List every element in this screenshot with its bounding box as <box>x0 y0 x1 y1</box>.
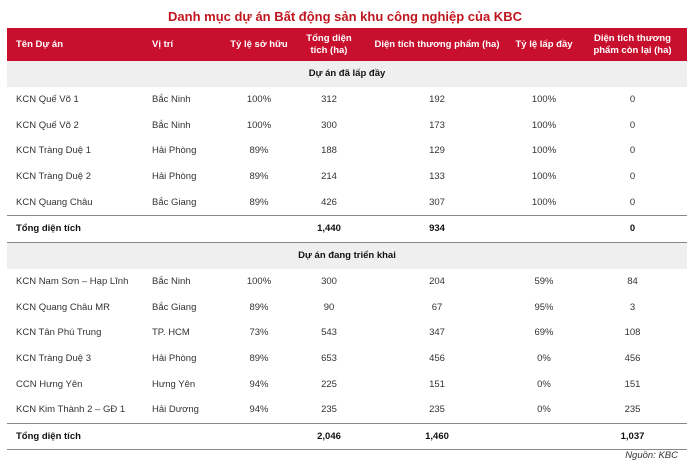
table-cell: Hải Phòng <box>152 171 197 183</box>
table-cell: KCN Tràng Duệ 3 <box>16 352 91 364</box>
table-cell: 100% <box>246 119 272 131</box>
table-cell: TP. HCM <box>152 327 190 339</box>
table-cell: 192 <box>429 94 445 106</box>
table-row <box>7 112 687 138</box>
section-row <box>7 61 687 87</box>
table-cell: 3 <box>629 301 636 313</box>
source-note: Nguồn: KBC <box>625 450 678 461</box>
table-cell: Bắc Ninh <box>152 119 191 131</box>
table-cell: 0% <box>537 404 551 416</box>
table-cell: 426 <box>321 196 337 208</box>
table-cell <box>144 216 224 243</box>
table-cell: 0 <box>629 171 636 183</box>
col-header-occupancy: Tỷ lệ lấp đầy <box>510 28 578 61</box>
table-cell: 100% <box>531 119 557 131</box>
table-cell: 347 <box>429 327 445 339</box>
table-cell <box>224 216 294 243</box>
table-cell: 69% <box>534 327 554 339</box>
table-cell: KCN Nam Sơn – Hạp Lĩnh <box>16 275 129 287</box>
table-cell: 89% <box>249 301 269 313</box>
table-cell <box>510 216 578 243</box>
table-cell: 0 <box>629 119 636 131</box>
table-cell: 0 <box>629 196 636 208</box>
col-header-ownership: Tỷ lệ sở hữu <box>224 28 294 61</box>
table-cell: Tổng diện tích <box>7 216 144 243</box>
table-cell: Hải Dương <box>152 404 199 416</box>
table-cell: 94% <box>249 404 269 416</box>
table-row <box>7 397 687 423</box>
table-cell: 204 <box>429 275 445 287</box>
table-cell: 108 <box>624 327 641 339</box>
col-header-commercial-area: Diện tích thương phẩm (ha) <box>364 28 510 61</box>
table-cell: 235 <box>321 404 337 416</box>
table-cell: 100% <box>246 275 272 287</box>
table-cell: 0 <box>629 94 636 106</box>
table-cell: Bắc Giang <box>152 301 197 313</box>
table-cell: Hưng Yên <box>152 378 196 390</box>
table-cell: 84 <box>627 275 638 287</box>
table-cell: 90 <box>323 301 335 313</box>
total-row <box>7 423 687 450</box>
table-cell: 235 <box>429 404 445 416</box>
table-cell: 300 <box>321 119 337 131</box>
col-header-total-area: Tổng diện tích (ha) <box>294 28 364 61</box>
table-cell: 934 <box>364 216 510 243</box>
table-row <box>7 346 687 372</box>
table-cell: 312 <box>321 94 337 106</box>
table-row <box>7 189 687 215</box>
table-row <box>7 294 687 320</box>
table-cell: 0% <box>537 352 551 364</box>
table-cell: Hải Phòng <box>152 352 197 364</box>
table-cell: 100% <box>531 94 557 106</box>
table-cell: 173 <box>429 119 445 131</box>
table-cell: 456 <box>429 352 445 364</box>
table-cell: 73% <box>249 327 269 339</box>
table-cell: 2,046 <box>294 423 364 450</box>
table-cell: Bắc Ninh <box>152 94 191 106</box>
table-cell <box>510 423 578 450</box>
table-cell: KCN Quế Võ 1 <box>16 94 79 106</box>
table-cell: 188 <box>321 145 337 157</box>
table-cell: 214 <box>321 171 337 183</box>
table-cell: 151 <box>624 378 641 390</box>
col-header-name: Tên Dự án <box>7 28 144 61</box>
table-cell: 89% <box>249 196 269 208</box>
table-cell: 100% <box>246 94 272 106</box>
table-cell: 89% <box>249 352 269 364</box>
section-title: Dự án đã lấp đầy <box>7 61 687 87</box>
col-header-remaining-area: Diện tích thương phẩm còn lại (ha) <box>578 28 687 61</box>
table-cell <box>144 423 224 450</box>
table-cell: 67 <box>431 301 443 313</box>
table-cell: 653 <box>321 352 337 364</box>
table-cell: KCN Quang Châu <box>16 196 93 208</box>
table-cell <box>224 423 294 450</box>
total-row <box>7 216 687 243</box>
table-cell: 133 <box>429 171 445 183</box>
table-cell: 543 <box>321 327 337 339</box>
table-row <box>7 87 687 113</box>
table-cell: Bắc Giang <box>152 196 197 208</box>
table-cell: KCN Quế Võ 2 <box>16 119 79 131</box>
table-cell: 456 <box>624 352 641 364</box>
table-cell: 0 <box>629 145 636 157</box>
table-cell: 0 <box>578 216 687 243</box>
table-cell: 225 <box>321 378 337 390</box>
table-cell: KCN Tràng Duệ 2 <box>16 171 91 183</box>
table-cell: 1,037 <box>578 423 687 450</box>
table-cell: 59% <box>534 275 554 287</box>
table-row <box>7 138 687 164</box>
table-cell: 95% <box>534 301 554 313</box>
table-cell: KCN Tân Phú Trung <box>16 327 102 339</box>
table-cell: KCN Quang Châu MR <box>16 301 110 313</box>
table-cell: 235 <box>624 404 641 416</box>
section-row <box>7 242 687 268</box>
table-cell: 89% <box>249 171 269 183</box>
table-cell: 100% <box>531 171 557 183</box>
table-row <box>7 371 687 397</box>
table-cell: 100% <box>531 145 557 157</box>
table-cell: 0% <box>537 378 551 390</box>
table-cell: 100% <box>531 196 557 208</box>
table-cell: Hải Phòng <box>152 145 197 157</box>
table-cell: KCN Tràng Duệ 1 <box>16 145 91 157</box>
table-cell: KCN Kim Thành 2 – GĐ 1 <box>16 404 126 416</box>
table-cell: 1,460 <box>364 423 510 450</box>
header-row <box>7 28 687 61</box>
table-cell: Bắc Ninh <box>152 275 191 287</box>
table-cell: 129 <box>429 145 445 157</box>
table-cell: 151 <box>429 378 445 390</box>
projects-table <box>7 28 687 450</box>
col-header-location: Vị trí <box>144 28 224 61</box>
table-cell: CCN Hưng Yên <box>16 378 83 390</box>
table-cell: 1,440 <box>294 216 364 243</box>
table-cell: 300 <box>321 275 337 287</box>
table-row <box>7 269 687 295</box>
table-row <box>7 164 687 190</box>
table-title: Danh mục dự án Bất động sản khu công nghiệp của KBC <box>168 9 522 24</box>
table-cell: 89% <box>249 145 269 157</box>
table-cell: Tổng diện tích <box>7 423 144 450</box>
table-cell: 94% <box>249 378 269 390</box>
section-title: Dự án đang triển khai <box>7 242 687 268</box>
table-cell: 307 <box>429 196 445 208</box>
table-row <box>7 320 687 346</box>
